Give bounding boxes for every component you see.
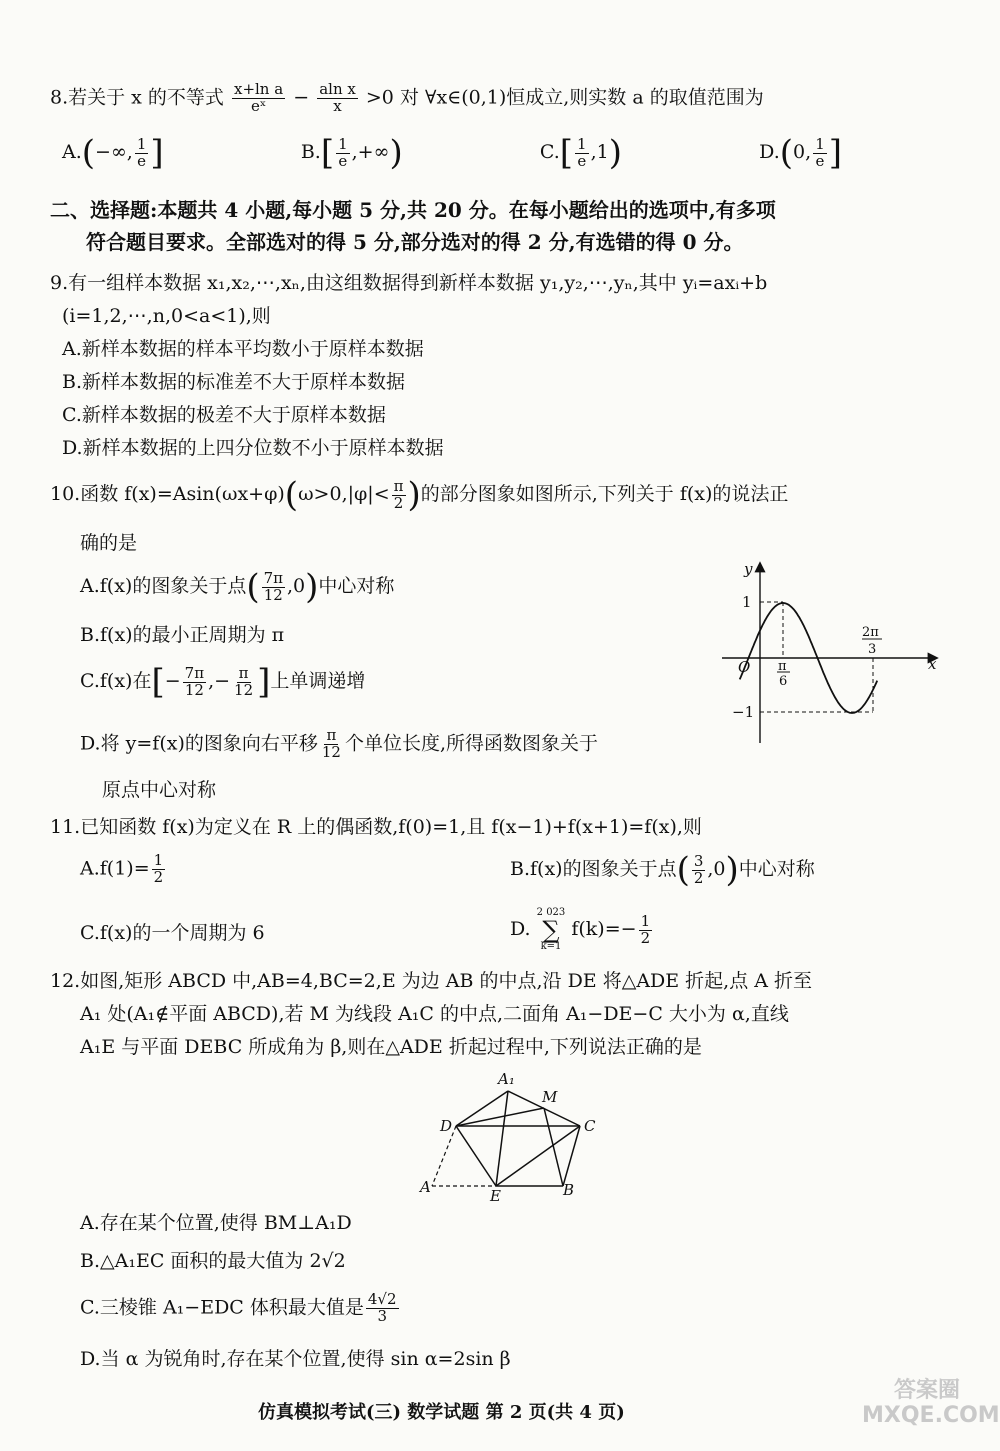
q8-option-c: C.[ $\frac{1}{e}$ ,1)	[539, 133, 622, 173]
q8-option-b: B.[ $\frac{1}{e}$ ,+∞)	[300, 133, 403, 173]
q12-option-c: C.三棱锥 A₁−EDC 体积最大值是 $\frac{4√2}{3}$	[80, 1290, 397, 1325]
q8-fraction-1: $\frac{\text{x+ln a}}{\text{eˣ}}$	[233, 80, 284, 115]
q10-option-b: B.f(x)的最小正周期为 π	[80, 624, 285, 646]
tick-2pi-3-den: 3	[868, 642, 877, 657]
q10-option-c: C.f(x)在[− $\frac{7\pi}{12}$ ,− $\frac{\pi}{12}$ ]上单调递增	[80, 662, 366, 702]
x-axis-label: x	[928, 655, 937, 673]
q11-option-c: C.f(x)的一个周期为 6	[80, 922, 265, 944]
label-D: D	[440, 1117, 453, 1135]
label-C: C	[584, 1117, 596, 1135]
q10-stem-line2: 确的是	[80, 532, 138, 554]
y-axis-label: y	[744, 560, 753, 578]
q11-option-a: A.f(1)= $\frac{1}{2}$	[80, 851, 164, 886]
tick-pi-6-den: 6	[779, 674, 788, 689]
watermark-logo: 答案圈 MXQE.COM	[862, 1378, 1000, 1429]
q8-option-a: A.(−∞, $\frac{1}{e}$ ]	[62, 133, 164, 173]
q12-stem-line2: A₁ 处(A₁∉平面 ABCD),若 M 为线段 A₁C 的中点,二面角 A₁−DE−C 大小为 α,直线	[80, 1003, 789, 1025]
q12-option-a: A.存在某个位置,使得 BM⊥A₁D	[80, 1212, 352, 1234]
q8-stem: 8.若关于 x 的不等式 $\frac{\text{x+ln a}}{\text{eˣ}}$ − $\frac{\text{aln x}}{x}$ >0 对 ∀x∈(0,1)恒成立,则实数 a 的取值范围为	[50, 80, 764, 115]
q8-option-d: D.(0, $\frac{1}{e}$ ]	[759, 133, 842, 173]
q9-stem-line1: 9.有一组样本数据 x₁,x₂,⋯,xₙ,由这组数据得到新样本数据 y₁,y₂,⋯,yₙ,其中 yᵢ=axᵢ+b	[50, 272, 768, 294]
q9-option-a: A.新样本数据的样本平均数小于原样本数据	[62, 338, 424, 360]
q12-option-b: B.△A₁EC 面积的最大值为 2√2	[80, 1250, 346, 1272]
label-E: E	[490, 1187, 501, 1203]
section-2-instructions: 符合题目要求。全部选对的得 5 分,部分选对的得 2 分,有选错的得 0 分。	[86, 230, 744, 254]
q11-option-b: B.f(x)的图象关于点( $\frac{3}{2}$ ,0)中心对称	[510, 850, 815, 890]
q11-option-d: D. 2 023 ∑ k=1 f(k)=− $\frac{1}{2}$	[510, 907, 651, 952]
label-B: B	[563, 1181, 575, 1199]
q12-stem-line3: A₁E 与平面 DEBC 所成角为 β,则在△ADE 折起过程中,下列说法正确的是	[80, 1036, 702, 1058]
q12-fold-figure	[418, 1068, 608, 1203]
y-min-label: −1	[732, 703, 755, 721]
q9-option-b: B.新样本数据的标准差不大于原样本数据	[62, 371, 406, 393]
q12-stem-line1: 12.如图,矩形 ABCD 中,AB=4,BC=2,E 为边 AB 的中点,沿 DE 将△ADE 折起,点 A 折至	[50, 970, 813, 992]
q11-stem: 11.已知函数 f(x)为定义在 R 上的偶函数,f(0)=1,且 f(x−1)+f(x+1)=f(x),则	[50, 816, 702, 838]
q10-option-a: A.f(x)的图象关于点( $\frac{7\pi}{12}$ ,0)中心对称	[80, 567, 395, 607]
page-footer: 仿真模拟考试(三) 数学试题 第 2 页(共 4 页)	[258, 1402, 625, 1423]
q9-stem-line2: (i=1,2,⋯,n,0<a<1),则	[62, 305, 271, 327]
q9-option-d: D.新样本数据的上四分位数不小于原样本数据	[62, 437, 444, 459]
label-A: A	[420, 1178, 431, 1196]
tick-2pi-3-num: 2π	[862, 625, 879, 640]
q8-fraction-2: $\frac{\text{aln x}}{x}$	[319, 80, 356, 115]
y-max-label: 1	[742, 593, 752, 611]
q10-option-d-line2: 原点中心对称	[102, 779, 217, 801]
label-M: M	[542, 1088, 558, 1106]
q9-option-c: C.新样本数据的极差不大于原样本数据	[62, 404, 386, 426]
label-A1: A₁	[498, 1070, 515, 1088]
section-2-heading: 二、选择题:本题共 4 小题,每小题 5 分,共 20 分。在每小题给出的选项中,有多项	[50, 198, 776, 222]
tick-pi-6-num: π	[778, 659, 787, 674]
q10-option-d: D.将 y=f(x)的图象向右平移 $\frac{\pi}{12}$ 个单位长度,所得函数图象关于	[80, 726, 599, 761]
origin-label: O	[738, 658, 751, 676]
q8-options	[62, 133, 842, 173]
q12-option-d: D.当 α 为锐角时,存在某个位置,使得 sin α=2sin β	[80, 1348, 511, 1370]
q10-stem: 10.函数 f(x)=Asin(ωx+φ)(ω>0,|φ|< $\frac{\pi}{2}$ )的部分图象如图所示,下列关于 f(x)的说法正	[50, 475, 789, 515]
q10-sine-graph	[718, 558, 948, 748]
